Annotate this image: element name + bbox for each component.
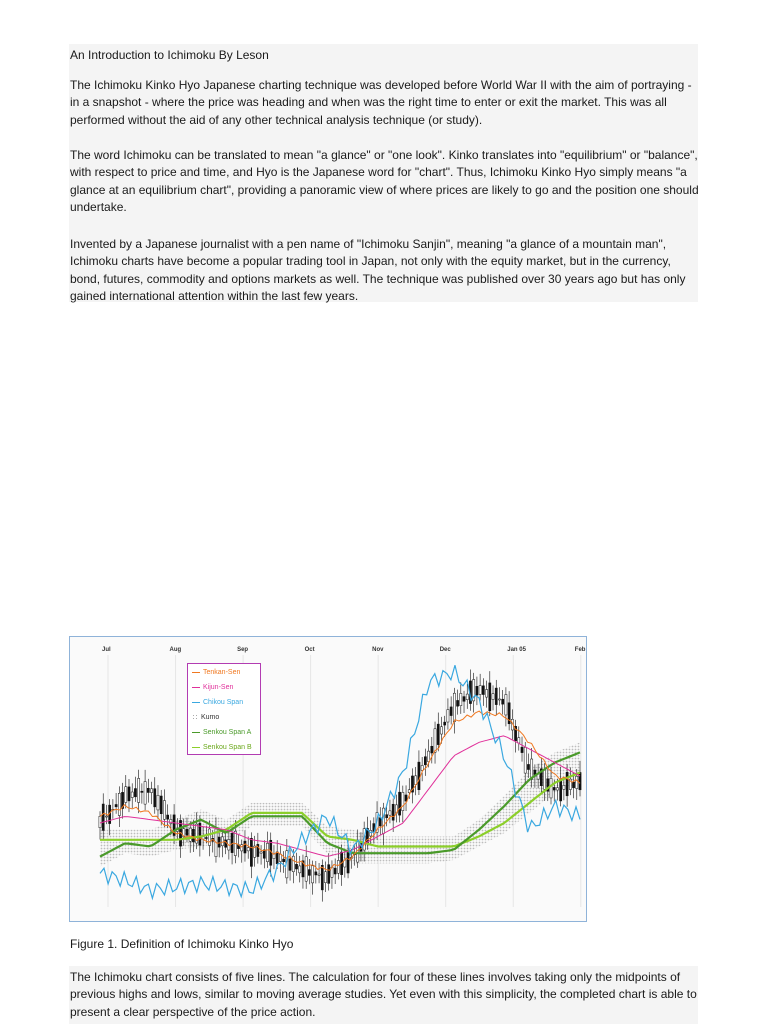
candle-body bbox=[138, 778, 140, 802]
legend-kijun-sen bbox=[192, 684, 233, 692]
legend-swatch-kumo bbox=[192, 714, 198, 720]
candle-body bbox=[527, 764, 529, 769]
candle-body bbox=[192, 829, 194, 842]
candle-body bbox=[434, 729, 436, 752]
candle-body bbox=[563, 785, 565, 789]
closing-paragraph: The Ichimoku chart consists of five lines. The calculation for four of these lines involves taking only the midpoints of previous highs and lows, similar to moving average studies. Yet even with this simplicity, the completed chart is able to present a clear perspective of the price action. bbox=[70, 970, 697, 1019]
candle-body bbox=[279, 854, 281, 861]
candle-body bbox=[134, 789, 136, 797]
candle-body bbox=[295, 864, 297, 869]
candle-body bbox=[102, 804, 104, 830]
legend-senkou-b bbox=[192, 744, 252, 752]
candle-body bbox=[144, 782, 146, 805]
candle-body bbox=[244, 841, 246, 853]
candle-body bbox=[308, 870, 310, 876]
candle-body bbox=[550, 778, 552, 798]
legend-chikou-span bbox=[192, 699, 243, 707]
figure-caption: Figure 1. Definition of Ichimoku Kinko Hyo bbox=[70, 937, 294, 951]
candle-body bbox=[312, 866, 314, 883]
candle-body bbox=[421, 765, 423, 770]
legend-swatch-senkou-a bbox=[192, 732, 200, 733]
candle-body bbox=[431, 746, 433, 753]
candle-body bbox=[543, 770, 545, 790]
candle-body bbox=[334, 868, 336, 874]
legend-label-kijun: Kijun-Sen bbox=[203, 684, 234, 691]
x-tick-label: Oct bbox=[304, 647, 315, 653]
candle-body bbox=[328, 865, 330, 884]
legend-label-senkou-a: Senkou Span A bbox=[203, 729, 252, 736]
candle-body bbox=[463, 697, 465, 702]
candle-body bbox=[305, 857, 307, 881]
candle-body bbox=[283, 859, 285, 862]
candle-body bbox=[447, 710, 449, 722]
x-tick-label: Nov bbox=[372, 647, 384, 653]
candle-body bbox=[186, 829, 188, 835]
legend-swatch-chikou bbox=[192, 702, 200, 703]
candle-body bbox=[489, 683, 491, 711]
candle-body bbox=[502, 699, 504, 704]
candle-body bbox=[150, 789, 152, 793]
candle-body bbox=[521, 747, 523, 752]
candle-body bbox=[337, 860, 339, 873]
candle-body bbox=[398, 792, 400, 815]
candle-body bbox=[266, 843, 268, 861]
candle-body bbox=[518, 738, 520, 743]
candle-body bbox=[498, 699, 500, 700]
x-tick-label: Jul bbox=[102, 647, 111, 653]
x-tick-label: Sep bbox=[237, 647, 249, 653]
candle-body bbox=[347, 851, 349, 873]
candle-body bbox=[576, 776, 578, 788]
candle-body bbox=[221, 837, 223, 846]
candle-body bbox=[292, 856, 294, 872]
legend-swatch-senkou-b bbox=[192, 747, 200, 748]
candle-body bbox=[553, 787, 555, 790]
candle-body bbox=[418, 762, 420, 790]
candle-body bbox=[141, 791, 143, 792]
paragraph-3: Invented by a Japanese journalist with a pen name of "Ichimoku Sanjin", meaning "a glance of a mountain man", Ichimoku charts have become a popular trading tool in Japan, not only with the equity market, but in the currency, bond, futures, commodity and options markets as well. The technique was published over 30 years ago but has only gained international attention within the last few years. bbox=[70, 237, 686, 303]
candle-body bbox=[160, 796, 162, 814]
legend-label-kumo: Kumo bbox=[201, 714, 220, 721]
legend-tenkan-sen bbox=[192, 669, 240, 677]
candle-body bbox=[479, 686, 481, 695]
candle-body bbox=[505, 695, 507, 715]
candle-body bbox=[318, 874, 320, 875]
candle-body bbox=[476, 686, 478, 695]
x-tick-label: Dec bbox=[439, 647, 451, 653]
candle-body bbox=[118, 793, 120, 815]
legend-swatch-tenkan bbox=[192, 672, 200, 673]
candle-body bbox=[218, 837, 220, 847]
candle-body bbox=[450, 707, 452, 716]
candle-body bbox=[125, 787, 127, 803]
candle-body bbox=[321, 865, 323, 890]
candle-body bbox=[131, 792, 133, 798]
paragraph-2: The word Ichimoku can be translated to mean "a glance" or "one look". Kinko translates into "equilibrium" or "balance", with respect to price and time, and Hyo is the Japanese word for "chart". Thus, Ichimoku Kinko Hyo simply means "a glance at an equilibrium chart", providing a panoramic view of where prices are likely to go and the position one should undertake. bbox=[70, 148, 699, 214]
candle-body bbox=[402, 792, 404, 810]
candle-body bbox=[524, 747, 526, 773]
document-title: An Introduction to Ichimoku By Leson bbox=[70, 48, 269, 62]
candle-body bbox=[167, 815, 169, 819]
candle-body bbox=[147, 788, 149, 792]
candle-body bbox=[163, 801, 165, 820]
candle-body bbox=[389, 811, 391, 815]
candle-body bbox=[427, 751, 429, 762]
candle-body bbox=[572, 782, 574, 788]
series-chikou-span bbox=[100, 665, 580, 898]
candle-body bbox=[105, 816, 107, 817]
candle-body bbox=[492, 694, 494, 700]
candle-body bbox=[437, 724, 439, 745]
candle-body bbox=[154, 789, 156, 807]
candle-body bbox=[263, 850, 265, 859]
candle-body bbox=[440, 727, 442, 734]
legend-kumo bbox=[192, 714, 219, 722]
ichimoku-chart-figure bbox=[69, 636, 587, 922]
candle-body bbox=[453, 693, 455, 722]
candle-body bbox=[128, 787, 130, 801]
candle-body bbox=[386, 815, 388, 818]
candle-body bbox=[324, 872, 326, 883]
candle-body bbox=[566, 772, 568, 796]
candle-body bbox=[482, 686, 484, 695]
legend-senkou-a bbox=[192, 729, 251, 737]
candle-body bbox=[189, 828, 191, 841]
candle-body bbox=[315, 872, 317, 875]
legend-label-senkou-b: Senkou Span B bbox=[203, 744, 252, 751]
candle-body bbox=[276, 852, 278, 864]
candle-body bbox=[208, 829, 210, 846]
legend-label-chikou: Chikou Span bbox=[203, 699, 244, 706]
candle-body bbox=[247, 848, 249, 851]
legend-label-tenkan: Tenkan-Sen bbox=[203, 669, 241, 676]
candle-body bbox=[424, 757, 426, 765]
ichimoku-chart bbox=[70, 637, 585, 920]
candle-body bbox=[456, 700, 458, 706]
paragraph-1: The Ichimoku Kinko Hyo Japanese charting technique was developed before World War II with the aim of portraying - in a snapshot - where the price was heading and when was the right time to enter or exit the market. This was all performed without the aid of any other technical analysis technique (or study). bbox=[70, 78, 692, 127]
candle-body bbox=[444, 722, 446, 725]
candle-body bbox=[115, 804, 117, 806]
candle-body bbox=[466, 694, 468, 700]
candle-body bbox=[260, 852, 262, 853]
x-tick-label: Feb bbox=[574, 647, 586, 653]
candle-body bbox=[392, 804, 394, 820]
candle-body bbox=[495, 688, 497, 705]
candle-body bbox=[289, 859, 291, 871]
legend-swatch-kijun bbox=[192, 687, 200, 688]
x-tick-label: Aug bbox=[169, 647, 182, 653]
candle-body bbox=[157, 795, 159, 810]
chart-legend bbox=[187, 663, 261, 755]
candle-body bbox=[560, 779, 562, 801]
candle-body bbox=[99, 816, 101, 827]
candle-body bbox=[250, 838, 252, 866]
candle-body bbox=[299, 866, 301, 873]
candle-body bbox=[205, 838, 207, 839]
candle-body bbox=[460, 693, 462, 705]
x-tick-label: Jan 05 bbox=[507, 647, 526, 653]
candle-body bbox=[485, 690, 487, 698]
candle-body bbox=[556, 788, 558, 790]
